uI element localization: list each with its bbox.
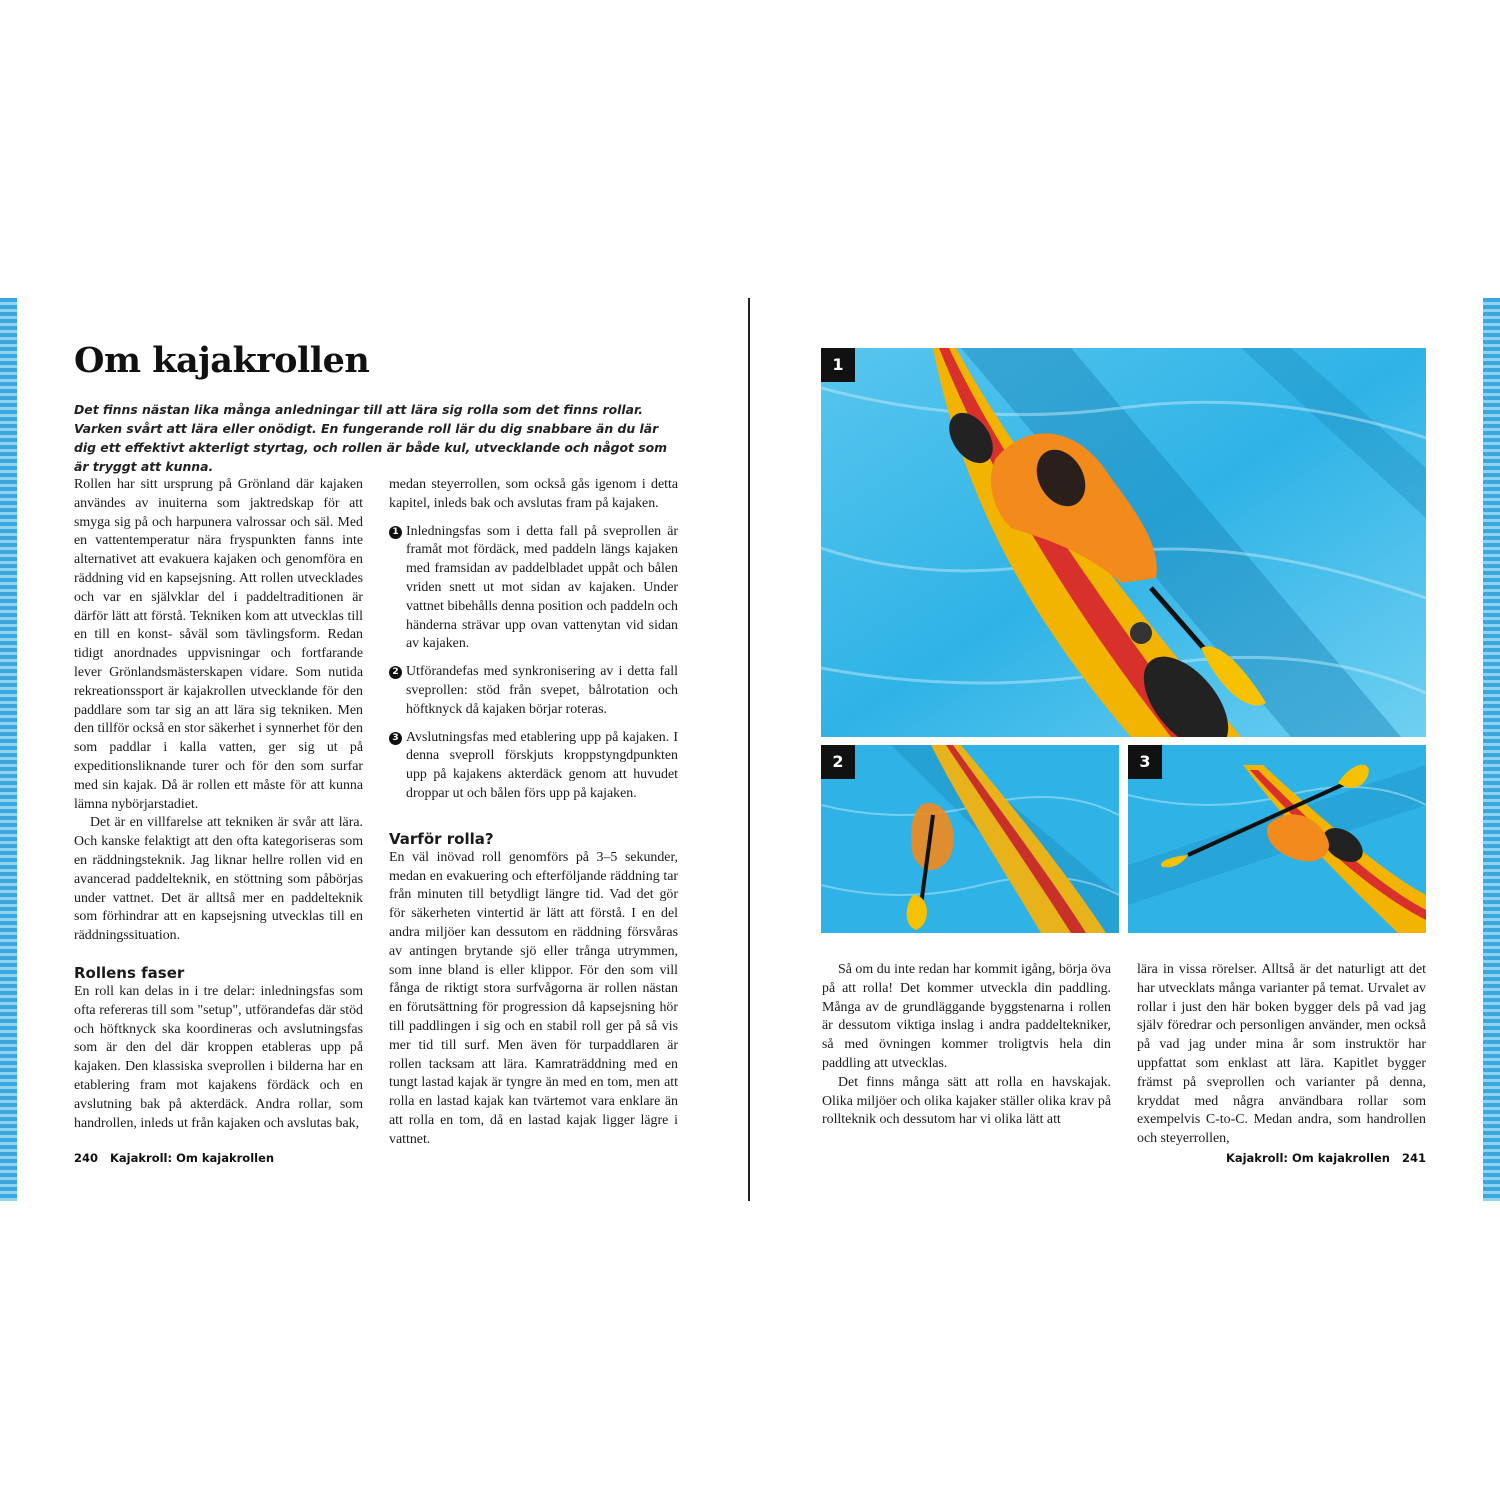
body-paragraph: En väl inövad roll genomförs på 3–5 sekunder, medan en evakuering och efterföljande räddning tar från minuten till betydligt längre tid. Vad det gör för säkerheten vintertid är lätt att förstå. I en del andra miljöer kan dessutom en räddning försvåras av antingen brytande sjö eller trånga utrymmen, som inne bland is eller klippor. För den som vill fånga de riktigt stora surfvågorna är rollen nästan en förutsättning för progression då kapsejsning hör till paddlingen i sig och en stabil roll ger på så vis mer tid till surf. Men även för turpaddlaren är rollen tacksam att lära. Kamraträddning med en tungt lastad kajak är tyngre än med en tom, men att rolla en lastad kajak kan tvärtemot vara enklare än att rolla en tom, då en lastad kajak ligger lägre i vattnet.	[389, 849, 678, 1147]
body-paragraph: Det finns många sätt att rolla en havskajak. Olika miljöer och olika kajaker ställer olika krav på rollteknik och dessutom har vi olika lätt att	[822, 1074, 1111, 1128]
step-number-badge: 2	[389, 666, 402, 679]
page-title: Om kajakrollen	[74, 340, 370, 381]
kayak-photo-illustration	[1128, 745, 1426, 933]
right-page-edge-stripe	[1483, 298, 1500, 1201]
kayak-roll-photo-1	[821, 348, 1426, 737]
step-text: Avslutningsfas med etablering upp på kajaken. I denna sveproll förskjuts kroppstyngdpunkten upp på kajakens akterdäck genom att huvudet droppar ut och bålen förs upp på kajaken.	[406, 729, 678, 801]
page-number: 240	[74, 1151, 99, 1165]
running-footer: Kajakroll: Om kajakrollen	[1225, 1151, 1390, 1165]
step-item	[389, 729, 678, 804]
step-text: Utförandefas med synkronisering av i detta fall sveprollen: stöd från svepet, bålrotation och höftknyck då kajaken börjar roteras.	[406, 664, 678, 717]
step-item	[389, 523, 678, 655]
step-number-badge: 1	[389, 526, 402, 539]
step-item	[389, 663, 678, 719]
photo-number-label: 3	[1128, 745, 1162, 779]
body-paragraph: Rollen har sitt ursprung på Grönland där kajaken användes av inuiterna som jaktredskap för att smyga sig på och harpunera valrossar och säl. Med en vattentemperatur nära fryspunkten fanns inte alternativet att evakuera kajaken och genomföra en räddning vid en kapsejsning. Att rollen utvecklades och var en självklar del i paddeltraditionen är därför lätt att förstå. Tekniken kom att utvecklas till en till en konst- såväl som tävlingsform. Redan tidigt anordnades uppvisningar och fortfarande lever Grönlandsmästerskapen vidare. Som nutida rekreationssport är kajakrollen utvecklande för den paddlare som tar sig an att lära sig tekniken. Men den tillför också en stor säkerhet i synnerhet för den som paddlar i kalla vatten, ger sig ut på expeditionsliknande turer och för den som surfar med sin kajak. Då är rollen ett måste för att kunna lämna nybörjarstadiet.	[74, 477, 363, 812]
lead-paragraph: Det finns nästan lika många anledningar till att lära sig rolla som det finns rollar. Varken svårt att lära eller onödigt. En fungerande roll lär du dig snabbare än du lär dig ett effektivt akterligt styrtag, och rollen är både kul, utvecklande och något som är tryggt att kunna.	[74, 402, 668, 474]
section-heading-phases: Rollens faser	[74, 963, 185, 982]
right-page-footer	[1226, 1151, 1426, 1165]
body-paragraph: medan steyerrollen, som också gås igenom i detta kapitel, inleds bak och avslutas fram på kajaken.	[389, 477, 678, 511]
running-footer: Kajakroll: Om kajakrollen	[110, 1151, 275, 1165]
right-column-1	[822, 961, 1111, 1130]
body-paragraph: En roll kan delas in i tre delar: inledningsfas som ofta refereras till som "setup", utförandefas där stöd och höftknyck ska koordineras och avslutningsfas som är den del där kroppen etableras upp på kajaken. Den klassiska sveprollen i bilderna har en etablering fram mot kajakens fördäck och en avslutning bak på akterdäck. Andra rollar, som handrollen, inleds ut från kajaken och avslutas bak,	[74, 983, 363, 1131]
body-paragraph: Så om du inte redan har kommit igång, börja öva på att rolla! Det kommer utveckla din paddling. Många av de grundläggande byggstenarna i rollen är dessutom viktiga inslag i andra paddeltekniker, så med övningen kommer troligtvis hela din paddling att utvecklas.	[822, 962, 1111, 1071]
kayak-photo-illustration	[821, 745, 1119, 933]
left-column-2	[389, 476, 678, 1150]
page-gutter	[748, 298, 750, 1201]
book-spread	[0, 298, 1500, 1201]
kayak-roll-photo-2	[821, 745, 1119, 933]
kayak-photo-illustration	[821, 348, 1426, 737]
photo-number-label: 1	[821, 348, 855, 382]
left-page-edge-stripe	[0, 298, 17, 1201]
page-number: 241	[1401, 1151, 1426, 1165]
step-number-badge: 3	[389, 732, 402, 745]
body-paragraph: lära in vissa rörelser. Alltså är det naturligt att det har utvecklats många varianter på temat. Urvalet av rollar i just den här boken bygger dels på vad jag själv föredrar och personligen använder, men också på vad jag under mina år som instruktör har uppfattat som enklast att lära. Kapitlet bygger främst på sveprollen och varianter på denna, kryddat med några användbara rollar som exempelvis C-to-C. Medan andra, som handrollen och steyerrollen,	[1137, 962, 1426, 1147]
section-heading-why: Varför rolla?	[389, 829, 494, 848]
body-paragraph: Det är en villfarelse att tekniken är svår att lära. Och kanske felaktigt att den ofta kategoriseras som en räddningsteknik. Jag liknar hellre rollen vid en avancerad paddelteknik, en stöttning som påbörjas under vattnet. Det är alltså mer en paddelteknik som förhindrar att en kapsejsning utvecklas till en räddningssituation.	[74, 815, 363, 944]
left-column-1	[74, 476, 363, 1133]
photo-number-label: 2	[821, 745, 855, 779]
kayak-roll-photo-3	[1128, 745, 1426, 933]
left-page-footer	[74, 1151, 274, 1165]
step-text: Inledningsfas som i detta fall på sveprollen är framåt mot fördäck, med paddeln längs kajaken med framsidan av paddelbladet uppåt och bålen vriden snett ut mot sidan av kajaken. Under vattnet bibehålls denna position och paddeln och händerna strävar upp ovan vattenytan vid sidan av kajaken.	[406, 523, 678, 652]
right-column-2	[1137, 961, 1426, 1149]
